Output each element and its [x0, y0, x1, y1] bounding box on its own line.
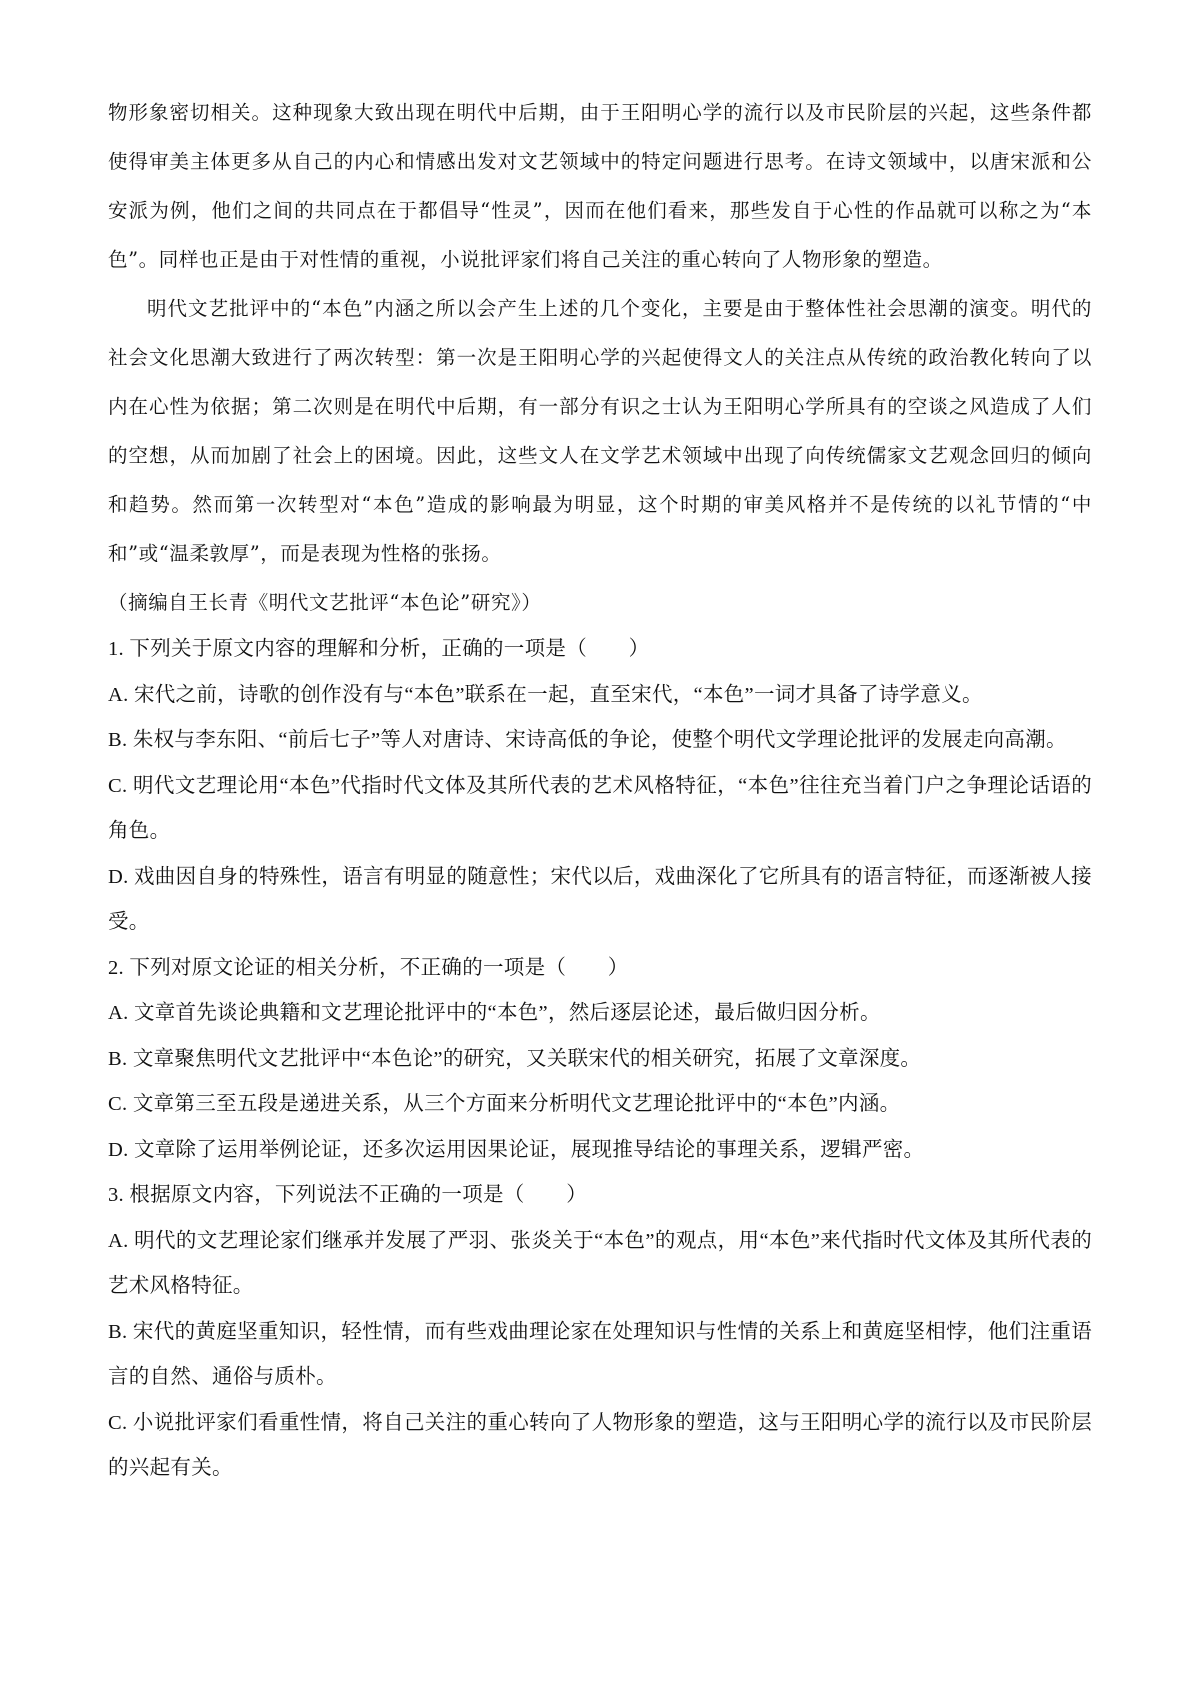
- question-stem: 2. 下列对原文论证的相关分析，不正确的一项是（ ）: [108, 956, 629, 979]
- question-option-b: B. 宋代的黄庭坚重知识，轻性情，而有些戏曲理论家在处理知识与性情的关系上和黄庭坚相悖，他们注重语言的自然、通俗与质朴。: [108, 1320, 1092, 1388]
- question-option-a: A. 明代的文艺理论家们继承并发展了严羽、张炎关于“本色”的观点，用“本色”来代指时代文体及其所代表的艺术风格特征。: [108, 1229, 1092, 1297]
- passage-source: （摘编自王长青《明代文艺批评“本色论”研究》）: [108, 591, 542, 614]
- question-option-a: A. 宋代之前，诗歌的创作没有与“本色”联系在一起，直至宋代，“本色”一词才具备了诗学意义。: [108, 683, 983, 706]
- question-1: [108, 627, 1092, 946]
- question-stem: 1. 下列关于原文内容的理解和分析，正确的一项是（ ）: [108, 638, 650, 660]
- question-option-c: C. 明代文艺理论用“本色”代指时代文体及其所代表的艺术风格特征，“本色”往往充当着门户之争理论话语的角色。: [108, 774, 1092, 842]
- question-list: [108, 627, 1092, 1492]
- passage-paragraph-2: 明代文艺批评中的“本色”内涵之所以会产生上述的几个变化，主要是由于整体性社会思潮的演变。明代的社会文化思潮大致进行了两次转型：第一次是王阳明心学的兴起使得文人的关注点从传统的政治教化转向了以内在心性为依据；第二次则是在明代中后期，有一部分有识之士认为王阳明心学所具有的空谈之风造成了人们的空想，从而加剧了社会上的困境。因此，这些文人在文学艺术领域中出现了向传统儒家文艺观念回归的倾向和趋势。然而第一次转型对“本色”造成的影响最为明显，这个时期的审美风格并不是传统的以礼节情的“中和”或“温柔敦厚”，而是表现为性格的张扬。: [108, 297, 1092, 565]
- question-2: [108, 946, 1092, 1174]
- question-3: [108, 1173, 1092, 1492]
- question-option-b: B. 朱权与李东阳、“前后七子”等人对唐诗、宋诗高低的争论，使整个明代文学理论批评的发展走向高潮。: [108, 729, 1067, 751]
- passage-paragraph-1: 物形象密切相关。这种现象大致出现在明代中后期，由于王阳明心学的流行以及市民阶层的兴起，这些条件都使得审美主体更多从自己的内心和情感出发对文艺领域中的特定问题进行思考。在诗文领域中，以唐宋派和公安派为例，他们之间的共同点在于都倡导“性灵”，因而在他们看来，那些发自于心性的作品就可以称之为“本色”。同样也正是由于对性情的重视，小说批评家们将自己关注的重心转向了人物形象的塑造。: [108, 101, 1092, 271]
- question-option-c: C. 小说批评家们看重性情，将自己关注的重心转向了人物形象的塑造，这与王阳明心学的流行以及市民阶层的兴起有关。: [108, 1411, 1092, 1479]
- question-stem: 3. 根据原文内容，下列说法不正确的一项是（ ）: [108, 1184, 587, 1206]
- question-option-c: C. 文章第三至五段是递进关系，从三个方面来分析明代文艺理论批评中的“本色”内涵。: [108, 1093, 901, 1115]
- question-option-d: D. 文章除了运用举例论证，还多次运用因果论证，展现推导结论的事理关系，逻辑严密。: [108, 1138, 925, 1161]
- question-option-d: D. 戏曲因自身的特殊性，语言有明显的随意性；宋代以后，戏曲深化了它所具有的语言特征，而逐渐被人接受。: [108, 865, 1092, 933]
- question-option-b: B. 文章聚焦明代文艺批评中“本色论”的研究，又关联宋代的相关研究，拓展了文章深度。: [108, 1047, 922, 1070]
- question-option-a: A. 文章首先谈论典籍和文艺理论批评中的“本色”，然后逐层论述，最后做归因分析。: [108, 1002, 881, 1024]
- passage: [108, 88, 1092, 627]
